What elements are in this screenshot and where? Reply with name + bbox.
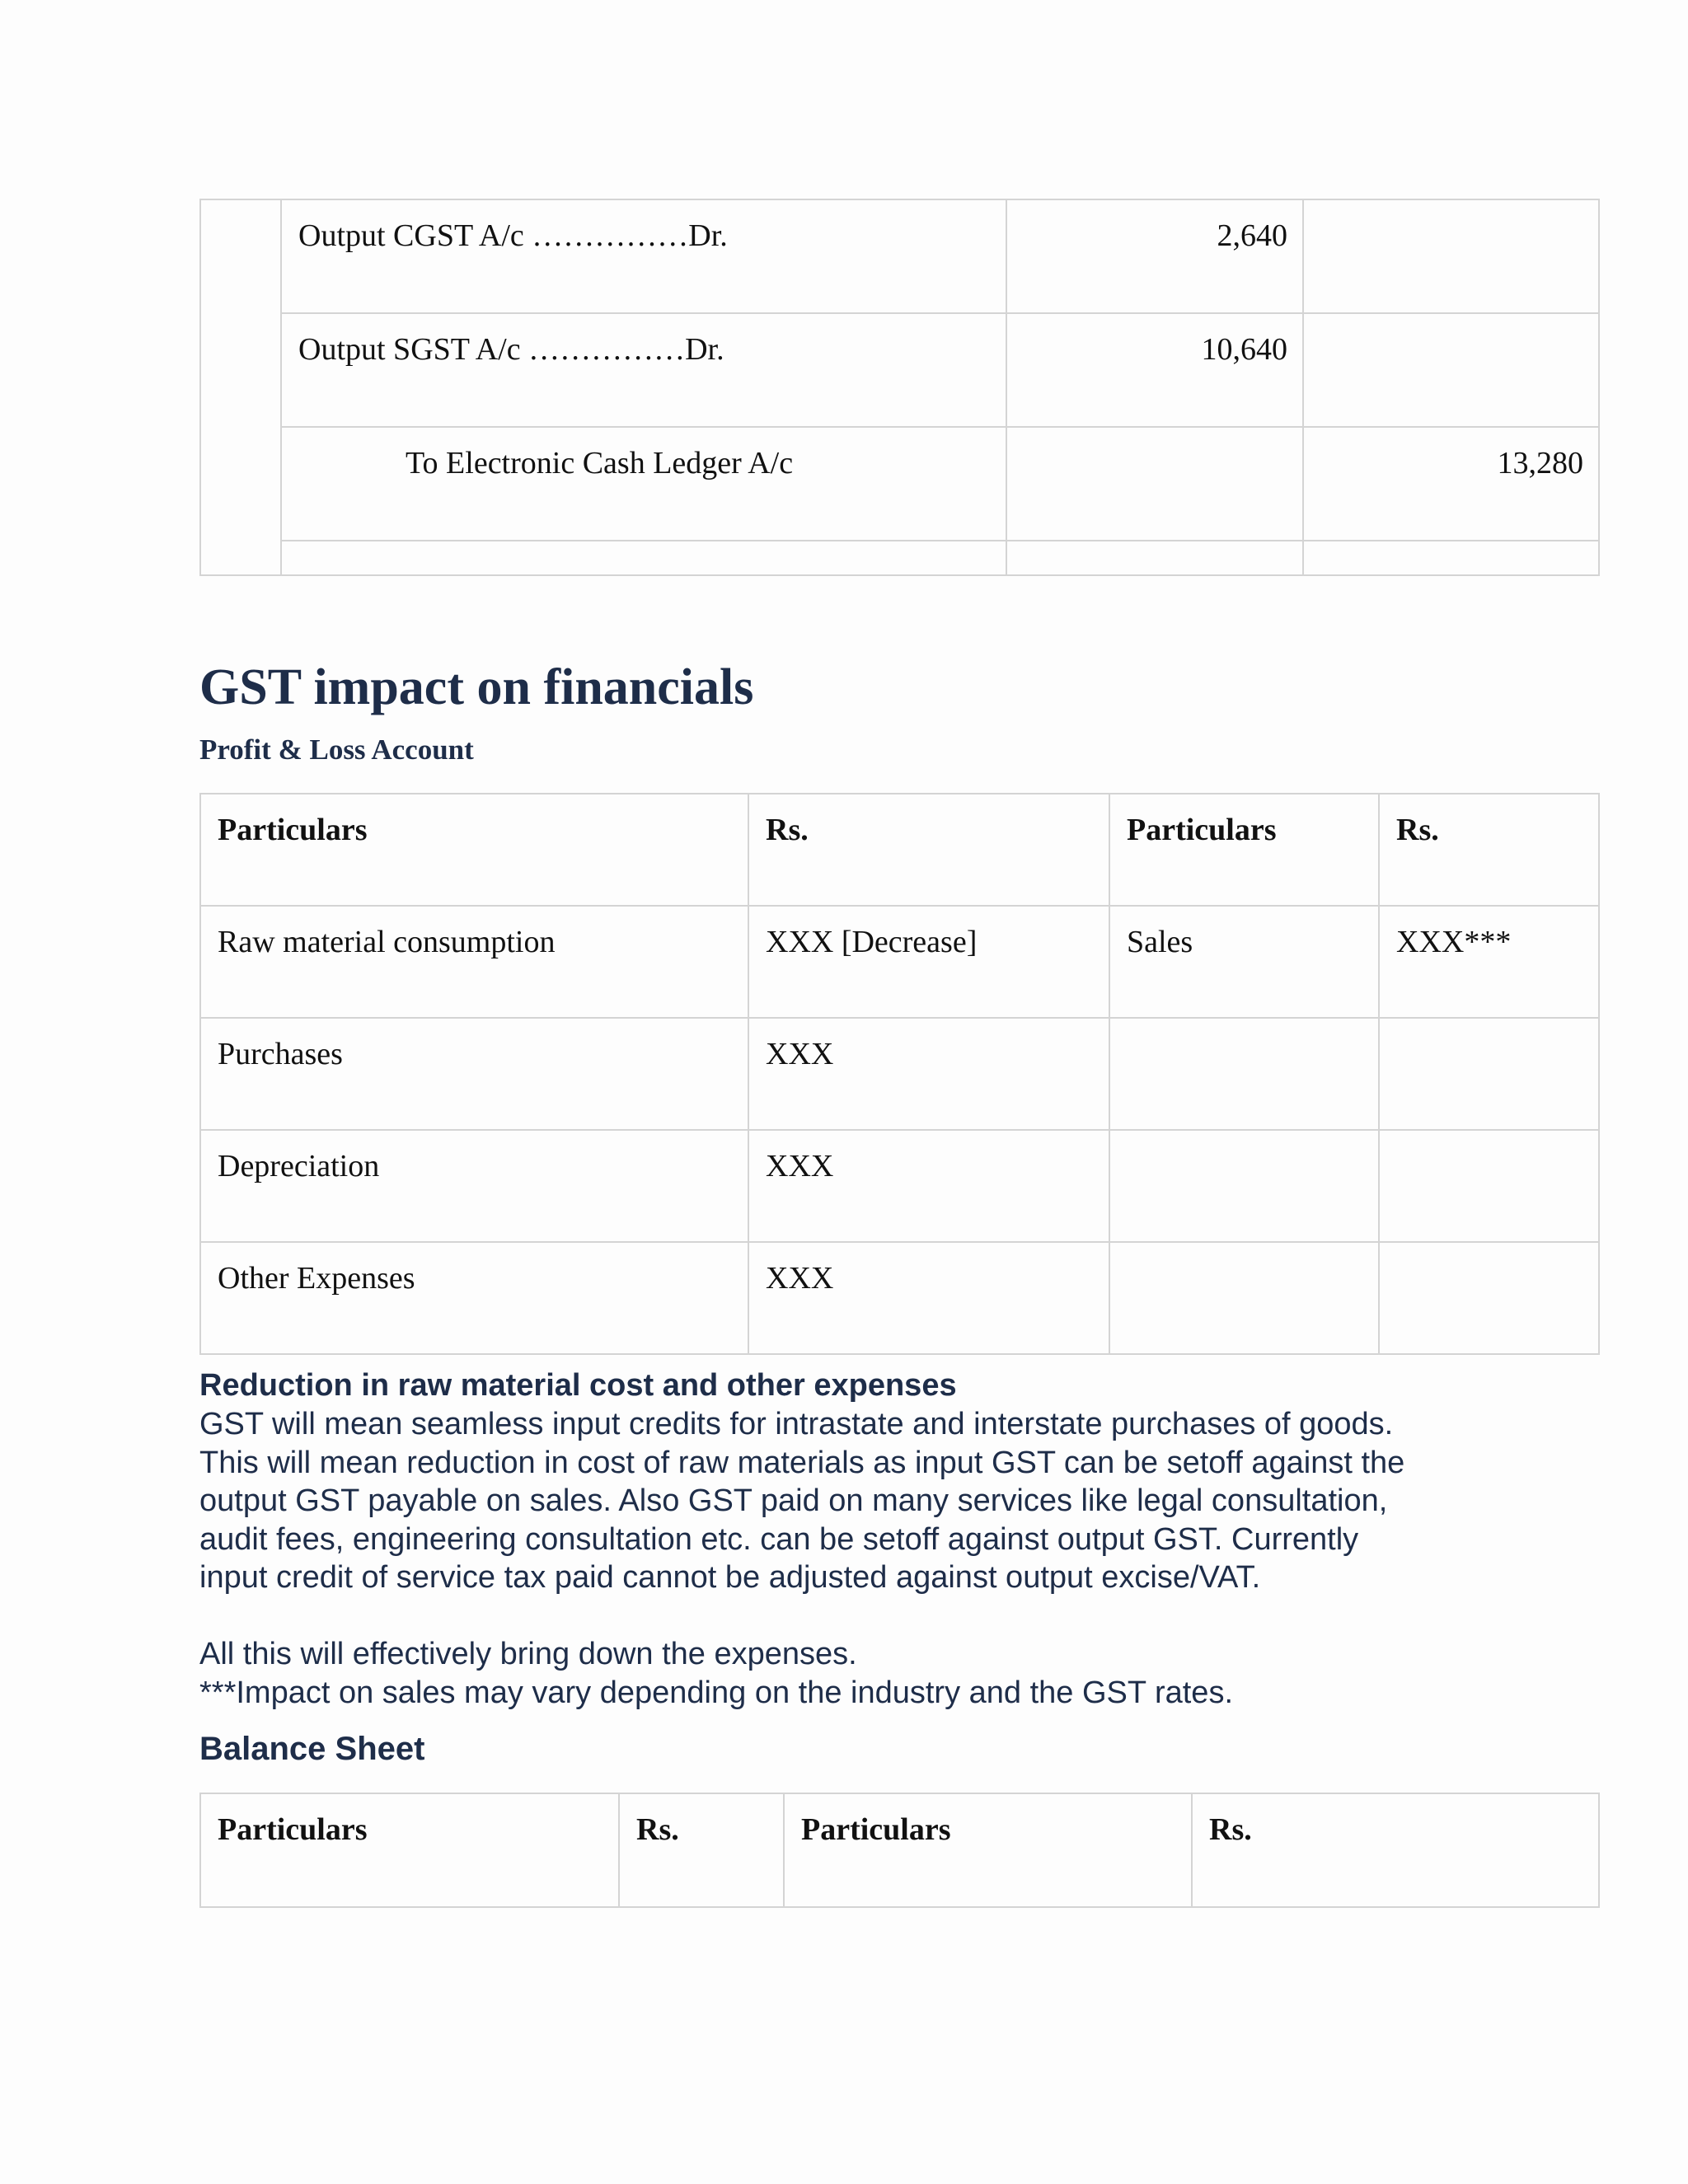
- credit-cell: 13,280: [1303, 427, 1599, 541]
- table-cell: [1109, 1018, 1379, 1130]
- particulars-cell: Output SGST A/c ……………Dr.: [281, 313, 1006, 427]
- table-cell: [1379, 1130, 1599, 1242]
- journal-entry-table: [199, 199, 1600, 576]
- table-cell: Other Expenses: [200, 1242, 748, 1354]
- paragraph-line: This will mean reduction in cost of raw materials as input GST can be setoff against the: [199, 1445, 1405, 1480]
- table-cell: XXX: [748, 1018, 1109, 1130]
- table-row: [200, 313, 1599, 427]
- table-row: [200, 427, 1599, 541]
- paragraph-line: audit fees, engineering consultation etc. can be setoff against output GST. Currently: [199, 1521, 1359, 1557]
- table-cell: [1109, 1130, 1379, 1242]
- table-row: [200, 1130, 1599, 1242]
- table-row: [200, 906, 1599, 1018]
- section-heading: GST impact on financials: [199, 659, 754, 715]
- table-cell: XXX: [748, 1130, 1109, 1242]
- table-cell: Raw material consumption: [200, 906, 748, 1018]
- column-header: Rs.: [1379, 794, 1599, 906]
- column-header: Rs.: [1192, 1793, 1599, 1907]
- profit-loss-heading: Profit & Loss Account: [199, 733, 474, 766]
- credit-cell: [1303, 199, 1599, 313]
- paragraph-line: output GST payable on sales. Also GST paid on many services like legal consultation,: [199, 1483, 1388, 1518]
- paragraph-line: GST will mean seamless input credits for intrastate and interstate purchases of goods.: [199, 1407, 1394, 1441]
- table-header-row: [200, 794, 1599, 906]
- table-cell: [1109, 1242, 1379, 1354]
- column-header: Particulars: [200, 1793, 619, 1907]
- table-cell: XXX: [748, 1242, 1109, 1354]
- footnote-line: ***Impact on sales may vary depending on the industry and the GST rates.: [199, 1675, 1233, 1710]
- table-cell: Purchases: [200, 1018, 748, 1130]
- particulars-cell: To Electronic Cash Ledger A/c: [281, 427, 1006, 541]
- column-header: Particulars: [784, 1793, 1192, 1907]
- table-cell: Sales: [1109, 906, 1379, 1018]
- paragraph-line: input credit of service tax paid cannot be adjusted against output excise/VAT.: [199, 1560, 1261, 1595]
- reduction-paragraph: [199, 1405, 1601, 1712]
- table-row: [200, 1018, 1599, 1130]
- column-header: Particulars: [1109, 794, 1379, 906]
- balance-sheet-table: [199, 1793, 1600, 1908]
- empty-cell: [1303, 541, 1599, 575]
- column-header: Particulars: [200, 794, 748, 906]
- table-row: [200, 1242, 1599, 1354]
- table-cell: [1379, 1242, 1599, 1354]
- closing-line: All this will effectively bring down the expenses.: [199, 1637, 857, 1671]
- table-row: [200, 541, 1599, 575]
- table-header-row: [200, 1793, 1599, 1907]
- table-row: [200, 199, 1599, 313]
- debit-cell: 2,640: [1006, 199, 1303, 313]
- date-column-cell: [200, 199, 281, 575]
- table-cell: [1379, 1018, 1599, 1130]
- column-header: Rs.: [748, 794, 1109, 906]
- particulars-cell: Output CGST A/c ……………Dr.: [281, 199, 1006, 313]
- debit-cell: 10,640: [1006, 313, 1303, 427]
- debit-cell: [1006, 427, 1303, 541]
- credit-cell: [1303, 313, 1599, 427]
- paragraph-spacer: [199, 1597, 1601, 1636]
- profit-loss-table: [199, 793, 1600, 1355]
- table-cell: XXX***: [1379, 906, 1599, 1018]
- table-cell: XXX [Decrease]: [748, 906, 1109, 1018]
- table-cell: Depreciation: [200, 1130, 748, 1242]
- empty-cell: [281, 541, 1006, 575]
- reduction-heading: Reduction in raw material cost and other expenses: [199, 1368, 957, 1403]
- balance-sheet-heading: Balance Sheet: [199, 1731, 425, 1767]
- column-header: Rs.: [619, 1793, 784, 1907]
- empty-cell: [1006, 541, 1303, 575]
